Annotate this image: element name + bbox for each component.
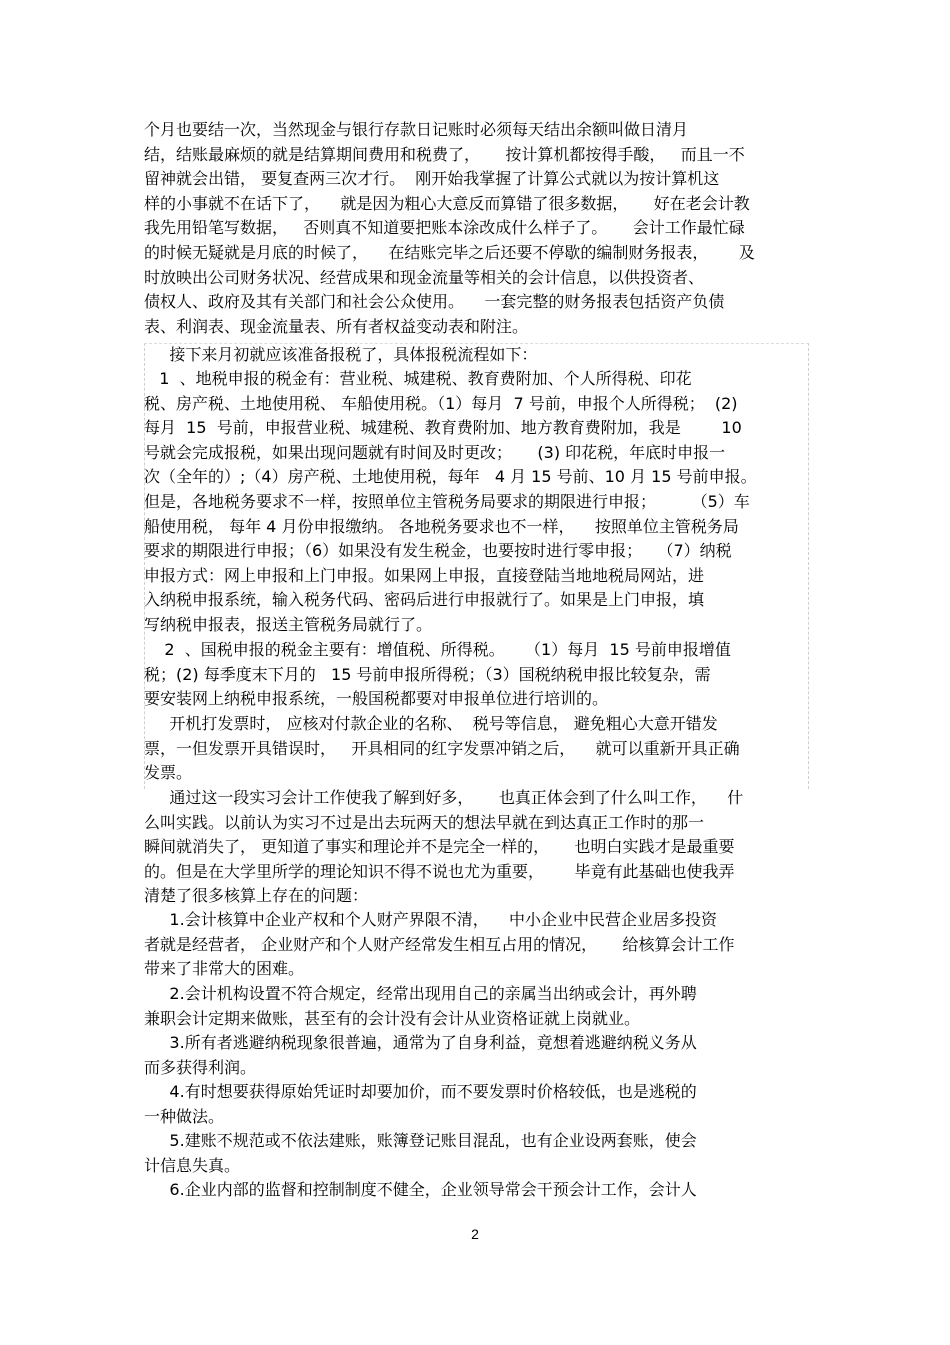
text-line: 6.企业内部的监督和控制制度不健全，企业领导常会干预会计工作，会计人 <box>144 1180 697 1199</box>
text-line: 一种做法。 <box>144 1106 225 1126</box>
text-line: 4.有时想要获得原始凭证时却要加价，而不要发票时价格较低，也是逃税的 <box>144 1082 697 1101</box>
paragraph-intro <box>144 118 806 339</box>
text-line: 兼职会计定期来做账，甚至有的会计没有会计从业资格证就上岗就业。 <box>144 1008 641 1028</box>
text-line: 而多获得利润。 <box>144 1057 257 1077</box>
paragraph-invoice <box>144 712 806 786</box>
text-line: 5.建账不规范或不依法建账，账簿登记账目混乱，也有企业设两套账，使会 <box>144 1131 697 1150</box>
paragraph-problem-4 <box>144 1080 806 1129</box>
text-line: 结，结账最麻烦的就是结算期间费用和税费了， 按计算机都按得手酸， 而且一不 <box>144 144 745 164</box>
text-line: 留神就会出错， 要复查两三次才行。 刚开始我掌握了计算公式就以为按计算机这 <box>144 169 720 189</box>
text-line: 号就会完成报税，如果出现问题就有时间及时更改； (3) 印花税，年底时申报一 <box>144 442 726 462</box>
text-line: 的时候无疑就是月底的时候了， 在结账完毕之后还要不停歇的编制财务报表， 及 <box>144 242 755 262</box>
text-line: 么叫实践。以前认为实习不过是出去玩两天的想法早就在到达真正工作时的那一 <box>144 812 705 832</box>
paragraph-problem-6 <box>144 1178 806 1203</box>
text-line: 入纳税申报系统，输入税务代码、密码后进行申报就行了。如果是上门申报，填 <box>144 590 705 610</box>
text-line: 者就是经营者， 企业财产和个人财产经常发生相互占用的情况， 给核算会计工作 <box>144 934 735 954</box>
paragraph-tax-intro <box>144 343 806 368</box>
text-line: 但是，各地税务要求不一样，按照单位主管税务局要求的期限进行申报； （5）车 <box>144 491 750 511</box>
text-line: 票，一但发票开具错误时， 开具相同的红字发票冲销之后， 就可以重新开具正确 <box>144 738 740 758</box>
text-line: 要安装网上纳税申报系统，一般国税都要对申报单位进行培训的。 <box>144 689 609 709</box>
text-line: 样的小事就不在话下了， 就是因为粗心大意反而算错了很多数据， 好在老会计教 <box>144 193 750 213</box>
paragraph-problem-2 <box>144 982 806 1031</box>
text-line: 次（全年的）;（4）房产税、土地使用税，每年 4 月 15 号前、10 月 15 号前申报。 <box>144 467 757 487</box>
text-line: 通过这一段实习会计工作使我了解到好多， 也真正体会到了什么叫工作， 什 <box>144 788 744 807</box>
text-line: 税；(2) 每季度末下月的 15 号前申报所得税；（3）国税纳税申报比较复杂，需 <box>144 664 711 684</box>
text-line: 开机打发票时， 应核对付款企业的名称、 税号等信息， 避免粗心大意开错发 <box>144 714 718 733</box>
paragraph-national-tax <box>144 638 806 712</box>
text-line: 2.会计机构设置不符合规定，经常出现用自己的亲属当出纳或会计，再外聘 <box>144 984 697 1003</box>
paragraph-problem-1 <box>144 908 806 982</box>
text-line: 接下来月初就应该准备报税了，具体报税流程如下： <box>144 345 538 364</box>
text-line: 每月 15 号前，申报营业税、城建税、教育费附加、地方教育费附加，我是 10 <box>144 418 742 438</box>
text-line: 瞬间就消失了， 更知道了事实和理论并不是完全一样的， 也明白实践才是最重要 <box>144 837 735 857</box>
text-line: 我先用铅笔写数据， 否则真不知道要把账本涂改成什么样子了。 会计工作最忙碌 <box>144 218 745 238</box>
text-line: 1.会计核算中企业产权和个人财产界限不清， 中小企业中民营企业居多投资 <box>144 910 718 929</box>
text-line: 债权人、政府及其有关部门和社会公众使用。 一套完整的财务报表包括资产负债 <box>144 292 725 312</box>
paragraph-reflection <box>144 786 806 909</box>
text-line: 计信息失真。 <box>144 1155 241 1175</box>
paragraph-problem-3 <box>144 1031 806 1080</box>
text-line: 2 、国税申报的税金主要有：增值税、所得税。 （1）每月 15 号前申报增值 <box>144 640 731 659</box>
text-line: 的。但是在大学里所学的理论知识不得不说也尤为重要， 毕竟有此基础也使我弄 <box>144 861 735 881</box>
text-line: 清楚了很多核算上存在的问题： <box>144 886 369 906</box>
text-line: 发票。 <box>144 763 193 783</box>
text-line: 3.所有者逃避纳税现象很普遍，通常为了自身利益，竟想着逃避纳税义务从 <box>144 1033 697 1052</box>
text-line: 船使用税， 每年 4 月份申报缴纳。 各地税务要求也不一样， 按照单位主管税务局 <box>144 516 739 536</box>
text-line: 个月也要结一次，当然现金与银行存款日记账时必须每天结出余额叫做日清月 <box>144 120 689 139</box>
text-line: 时放映出公司财务状况、经营成果和现金流量等相关的会计信息，以供投资者、 <box>144 267 705 287</box>
text-line: 要求的期限进行申报；（6）如果没有发生税金，也要按时进行零申报； （7）纳税 <box>144 541 732 561</box>
text-line: 1 、地税申报的税金有：营业税、城建税、教育费附加、个人所得税、印花 <box>144 369 692 388</box>
paragraph-local-tax <box>144 367 806 638</box>
text-line: 表、利润表、现金流量表、所有者权益变动表和附注。 <box>144 316 529 336</box>
text-line: 带来了非常大的困难。 <box>144 959 305 979</box>
text-line: 税、房产税、土地使用税、 车船使用税。（1）每月 7 号前，申报个人所得税； (2) <box>144 393 738 413</box>
page-number: 2 <box>471 1226 479 1242</box>
paragraph-problem-5 <box>144 1129 806 1178</box>
text-line: 写纳税申报表，报送主管税务局就行了。 <box>144 614 433 634</box>
text-line: 申报方式：网上申报和上门申报。如果网上申报，直接登陆当地地税局网站，进 <box>144 565 705 585</box>
